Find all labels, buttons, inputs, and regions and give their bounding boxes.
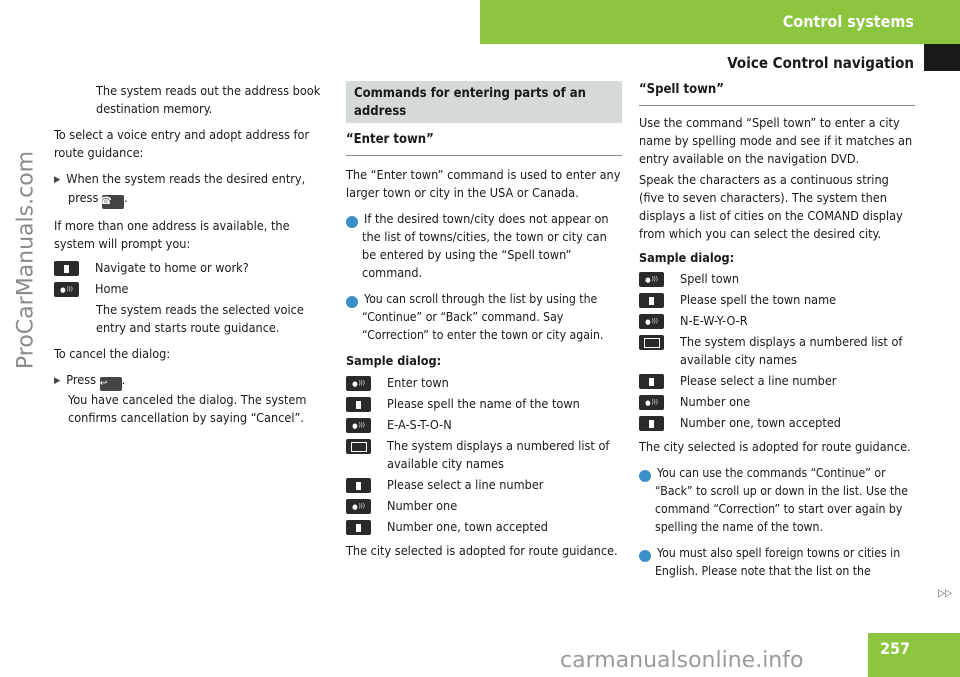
- info-icon: i: [346, 216, 358, 228]
- side-watermark: ProCarManuals.com: [13, 150, 39, 370]
- dialog-row: Please select a line number: [346, 476, 622, 494]
- section-header-bar: [480, 0, 960, 44]
- subsection-title: Voice Control navigation: [727, 54, 914, 72]
- user-speaks-icon: [346, 499, 371, 514]
- user-speaks-icon: [346, 376, 371, 391]
- continue-arrows-icon: ▷▷: [938, 588, 952, 599]
- paragraph: Use the command “Spell town” to enter a city name by spelling mode and see if it matches an entry available on the navigation DVD.: [639, 115, 913, 166]
- step: ▶ When the system reads the desired entry, press ☎ .: [54, 171, 306, 207]
- header-marker: [924, 44, 960, 71]
- page-number: 257: [880, 639, 911, 658]
- paragraph: To cancel the dialog:: [54, 346, 171, 361]
- paragraph: The system reads the selected voice entry and starts route guidance.: [96, 302, 304, 335]
- info-note: i You must also spell foreign towns or cities in English. Please note that the list on the: [629, 546, 901, 578]
- display-icon: [639, 335, 664, 350]
- dialog-row: ● ))) Enter town: [346, 374, 622, 392]
- info-note: i You can scroll through the list by using the “Continue” or “Back” command. Say “Correction” to enter the town or city again.: [336, 292, 604, 342]
- info-note: i You can use the commands “Continue” or “Back” to scroll up or down in the list. Use the command “Correction” to start over again by spelling the name of the town.: [629, 466, 908, 534]
- section-box-header: Commands for entering parts of an address: [346, 81, 622, 123]
- user-speaks-icon: [639, 395, 664, 410]
- dialog-row: ● ))) N-E-W-Y-O-R: [639, 312, 915, 330]
- info-icon: i: [639, 550, 651, 562]
- dialog-row: ● ))) Spell town: [639, 270, 915, 288]
- bottom-watermark: carmanualsonline.info: [560, 648, 804, 673]
- paragraph: To select a voice entry and adopt address for route guidance:: [54, 127, 310, 160]
- system-speaks-icon: [639, 416, 664, 431]
- info-icon: i: [346, 296, 358, 308]
- user-speaks-icon: [639, 272, 664, 287]
- column-2: [336, 132, 622, 560]
- bullet-triangle-icon: ▶: [54, 175, 61, 185]
- paragraph: Speak the characters as a continuous string (five to seven characters). The system then displays a list of cities on the COMAND display from which you can select the desired city.: [639, 172, 903, 241]
- paragraph: The system reads out the address book destination memory.: [96, 83, 321, 116]
- system-speaks-icon: [346, 478, 371, 493]
- paragraph: The city selected is adopted for route guidance.: [346, 543, 618, 558]
- phone-accept-key-icon: ☎: [102, 195, 124, 209]
- paragraph: If more than one address is available, the system will prompt you:: [54, 218, 290, 251]
- system-speaks-icon: [346, 520, 371, 535]
- dialog-row: Please spell the town name: [639, 291, 915, 309]
- user-speaks-icon: [639, 314, 664, 329]
- page-number-box: [868, 633, 960, 677]
- dialog-row: The system displays a numbered list of available city names: [639, 333, 915, 369]
- user-speaks-icon: [346, 418, 371, 433]
- system-speaks-icon: [639, 293, 664, 308]
- dialog-row: ● ))) Number one: [346, 497, 622, 515]
- info-icon: i: [639, 470, 651, 482]
- divider: [639, 105, 915, 106]
- back-key-icon: ↩: [100, 377, 122, 391]
- column-3: [629, 82, 915, 580]
- user-speaks-icon: [54, 282, 79, 297]
- dialog-row: Please spell the name of the town: [346, 395, 622, 413]
- divider: [346, 155, 622, 156]
- paragraph: The “Enter town” command is used to enter any larger town or city in the USA or Canada.: [346, 167, 621, 200]
- dialog-row: ● ))) E-A-S-T-O-N: [346, 416, 622, 434]
- system-speaks-icon: [639, 374, 664, 389]
- sample-dialog-label: Sample dialog:: [639, 250, 735, 265]
- subheading: “Spell town”: [639, 82, 724, 97]
- paragraph: The city selected is adopted for route guidance.: [639, 439, 911, 454]
- sample-dialog-label: Sample dialog:: [346, 353, 442, 368]
- dialog-row: Number one, town accepted: [346, 518, 622, 536]
- dialog-row: The system displays a numbered list of available city names: [346, 437, 622, 473]
- system-speaks-icon: [54, 261, 79, 276]
- section-title: Control systems: [782, 12, 914, 31]
- dialog-row: Navigate to home or work?: [54, 259, 332, 277]
- system-speaks-icon: [346, 397, 371, 412]
- subheading: “Enter town”: [346, 132, 434, 147]
- info-note: i If the desired town/city does not appear on the list of towns/cities, the town or city can be entered by using the “Spell town” command.: [336, 211, 609, 280]
- bullet-triangle-icon: ▶: [54, 376, 61, 386]
- dialog-row: ● ))) Number one: [639, 393, 915, 411]
- display-icon: [346, 439, 371, 454]
- column-1: [54, 82, 332, 427]
- dialog-row: ● ))) Home: [54, 280, 332, 298]
- dialog-row: Number one, town accepted: [639, 414, 915, 432]
- step: ▶ Press ↩ . You have canceled the dialog. The system confirms cancellation by saying “Cancel”.: [54, 372, 307, 425]
- dialog-row: Please select a line number: [639, 372, 915, 390]
